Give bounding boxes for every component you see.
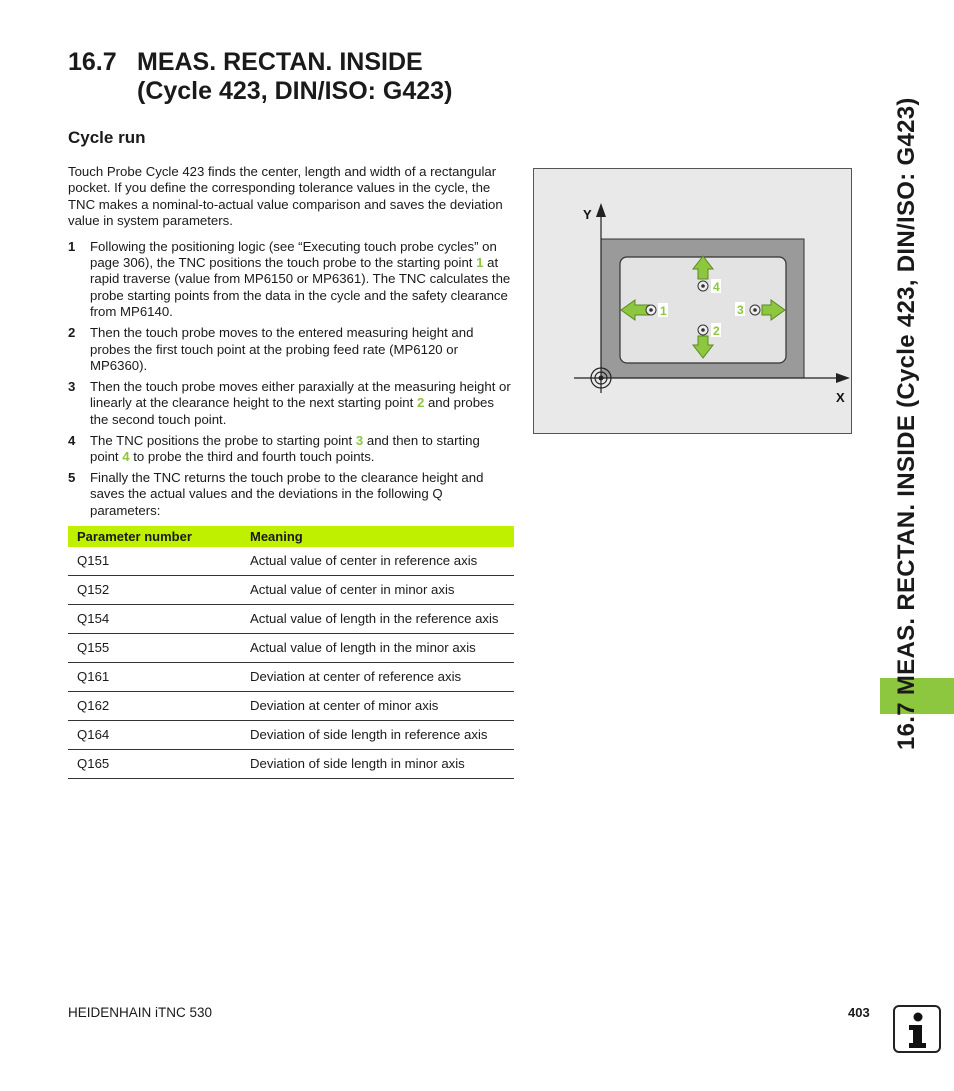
- info-icon: [893, 1005, 941, 1053]
- y-axis-label: Y: [583, 207, 592, 222]
- step-item: 1 Following the positioning logic (see “Executing touch probe cycles” on page 306), the TNC positions the touch probe to the starting point 1 at rapid traverse (value from MP6150 or MP6361). The TNC calculates the probe starting points from the data in the cycle and the safety clearance from MP6140.: [68, 238, 511, 320]
- body-text: [68, 164, 512, 524]
- intro-paragraph: Touch Probe Cycle 423 finds the center, length and width of a rectangular pocket. If you define the corresponding tolerance values in the cycle, the TNC makes a nominal-to-actual value comparison and saves the deviation value in system parameters.: [68, 164, 503, 229]
- table-row: Q151 Actual value of center in reference axis: [68, 547, 514, 576]
- q-parameter-table: [68, 526, 514, 779]
- step-number: 5: [68, 469, 76, 485]
- x-axis-label: X: [836, 390, 845, 405]
- table-row: Q162 Deviation at center of minor axis: [68, 692, 514, 721]
- footer-product: HEIDENHAIN iTNC 530: [68, 1005, 213, 1020]
- table-row: Q152 Actual value of center in minor axis: [68, 576, 514, 605]
- table-row: Q155 Actual value of length in the minor axis: [68, 634, 514, 663]
- page-title: [68, 48, 588, 106]
- point-ref: 4: [122, 449, 130, 464]
- table-row: Q164 Deviation of side length in reference axis: [68, 721, 514, 750]
- point-label: 4: [713, 280, 720, 294]
- page-number: 403: [848, 1005, 870, 1020]
- steps-list: [68, 239, 512, 520]
- step-item: 2 Then the touch probe moves to the entered measuring height and probes the first touch point at the probing feed rate (MP6120 or MP6360).: [68, 325, 474, 373]
- step-number: 1: [68, 238, 76, 254]
- point-ref: 3: [355, 432, 364, 448]
- title-line-1: MEAS. RECTAN. INSIDE: [137, 48, 423, 76]
- step-number: 2: [68, 325, 76, 341]
- header-parameter-number: Parameter number: [68, 526, 241, 547]
- section-number: 16.7: [68, 48, 117, 76]
- subheading: Cycle run: [68, 128, 146, 147]
- x-axis-arrow-icon: [836, 373, 850, 383]
- table-row: Q154 Actual value of length in the reference axis: [68, 605, 514, 634]
- table-row: Q161 Deviation at center of reference axis: [68, 663, 514, 692]
- point-label: 1: [660, 304, 667, 318]
- point-label: 3: [737, 303, 744, 317]
- point-ref: 2: [416, 395, 425, 411]
- step-number: 4: [68, 432, 76, 448]
- cycle-diagram: [533, 168, 852, 434]
- point-ref: 1: [476, 255, 484, 271]
- header-meaning: Meaning: [241, 526, 514, 547]
- diagram-svg: [534, 169, 851, 433]
- step-number: 3: [68, 378, 76, 394]
- table-row: Q165 Deviation of side length in minor axis: [68, 750, 514, 779]
- step-item: 4 The TNC positions the probe to starting point 3 and then to starting point 4 to probe the third and fourth touch points.: [68, 432, 480, 464]
- step-item: 3 Then the touch probe moves either paraxially at the measuring height or linearly at the clearance height to the next starting point 2 and probes the second touch point.: [68, 378, 511, 427]
- table-header-row: [68, 526, 514, 547]
- step-item: 5 Finally the TNC returns the touch probe to the clearance height and saves the actual values and the deviations in the following Q parameters:: [68, 469, 484, 518]
- title-line-2: (Cycle 423, DIN/ISO: G423): [137, 77, 453, 105]
- point-label: 2: [713, 324, 720, 338]
- y-axis-arrow-icon: [596, 203, 606, 217]
